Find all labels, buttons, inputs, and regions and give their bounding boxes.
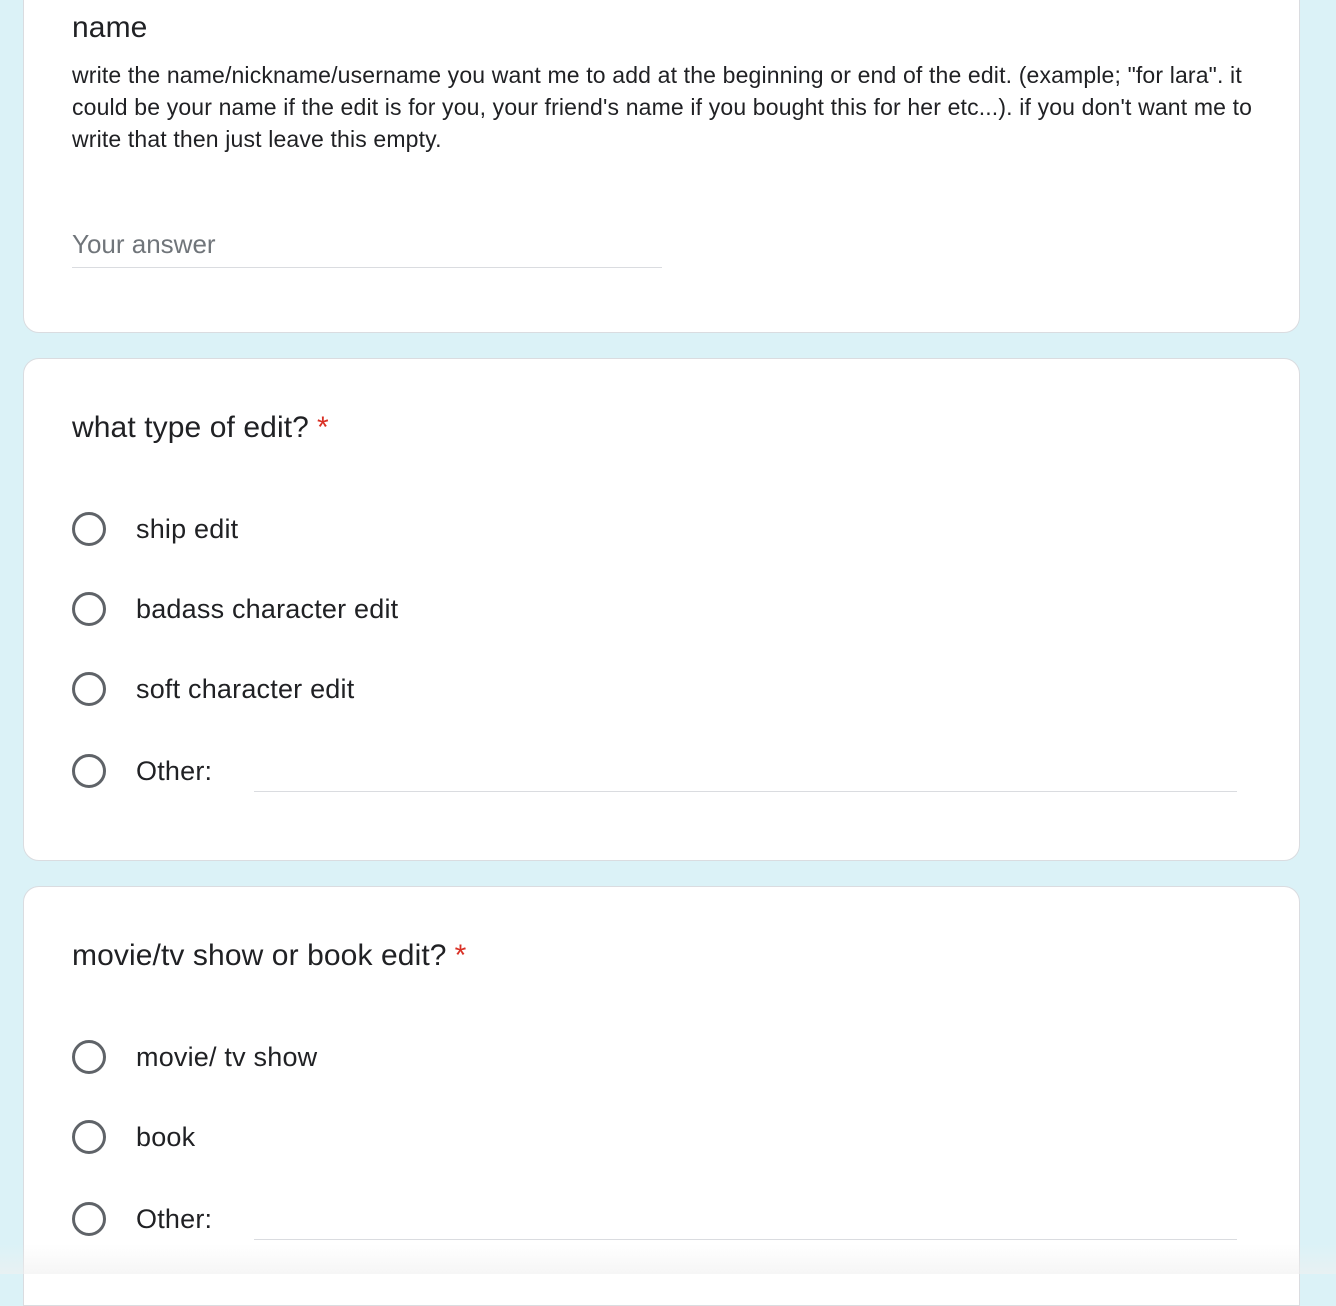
required-asterisk: * — [316, 411, 329, 444]
radio-option-label: book — [136, 1121, 196, 1152]
question-card-edit-type — [23, 358, 1300, 861]
radio-circle-icon[interactable] — [72, 1040, 106, 1074]
radio-option-label: badass character edit — [136, 593, 399, 624]
radio-option-other[interactable] — [72, 1199, 212, 1239]
radio-option-label: Other: — [136, 755, 213, 786]
radio-option-label: soft character edit — [136, 673, 355, 704]
other-text-input[interactable] — [254, 1209, 1237, 1240]
name-answer-input[interactable] — [72, 221, 662, 268]
radio-option-badass-character-edit[interactable] — [72, 589, 398, 629]
radio-option-label: movie/ tv show — [136, 1041, 318, 1072]
radio-option-label: Other: — [136, 1203, 213, 1234]
question-title-text: what type of edit? — [72, 411, 309, 444]
question-card-name — [23, 0, 1300, 333]
other-text-input[interactable] — [254, 761, 1237, 792]
question-title-source — [72, 939, 466, 973]
radio-option-ship-edit[interactable] — [72, 509, 238, 549]
radio-circle-icon[interactable] — [72, 754, 106, 788]
question-title-name: name — [72, 11, 148, 44]
radio-option-movie-tv-show[interactable] — [72, 1037, 317, 1077]
radio-option-soft-character-edit[interactable] — [72, 669, 354, 709]
question-description-name: write the name/nickname/username you want me to add at the beginning or end of the edit. (example; "for lara". it could be your name if the edit is for you, your friend's name if you bought this for her etc...). if you don't want me to write that then just leave this empty. — [72, 62, 1253, 152]
required-asterisk: * — [454, 939, 467, 972]
radio-option-book[interactable] — [72, 1117, 195, 1157]
radio-option-label: ship edit — [136, 513, 239, 544]
radio-circle-icon[interactable] — [72, 592, 106, 626]
radio-option-other[interactable] — [72, 751, 212, 791]
question-title-edit-type — [72, 411, 329, 445]
question-title-text: movie/tv show or book edit? — [72, 939, 447, 972]
radio-circle-icon[interactable] — [72, 512, 106, 546]
question-card-source — [23, 886, 1300, 1306]
radio-circle-icon[interactable] — [72, 1202, 106, 1236]
radio-circle-icon[interactable] — [72, 672, 106, 706]
radio-circle-icon[interactable] — [72, 1120, 106, 1154]
